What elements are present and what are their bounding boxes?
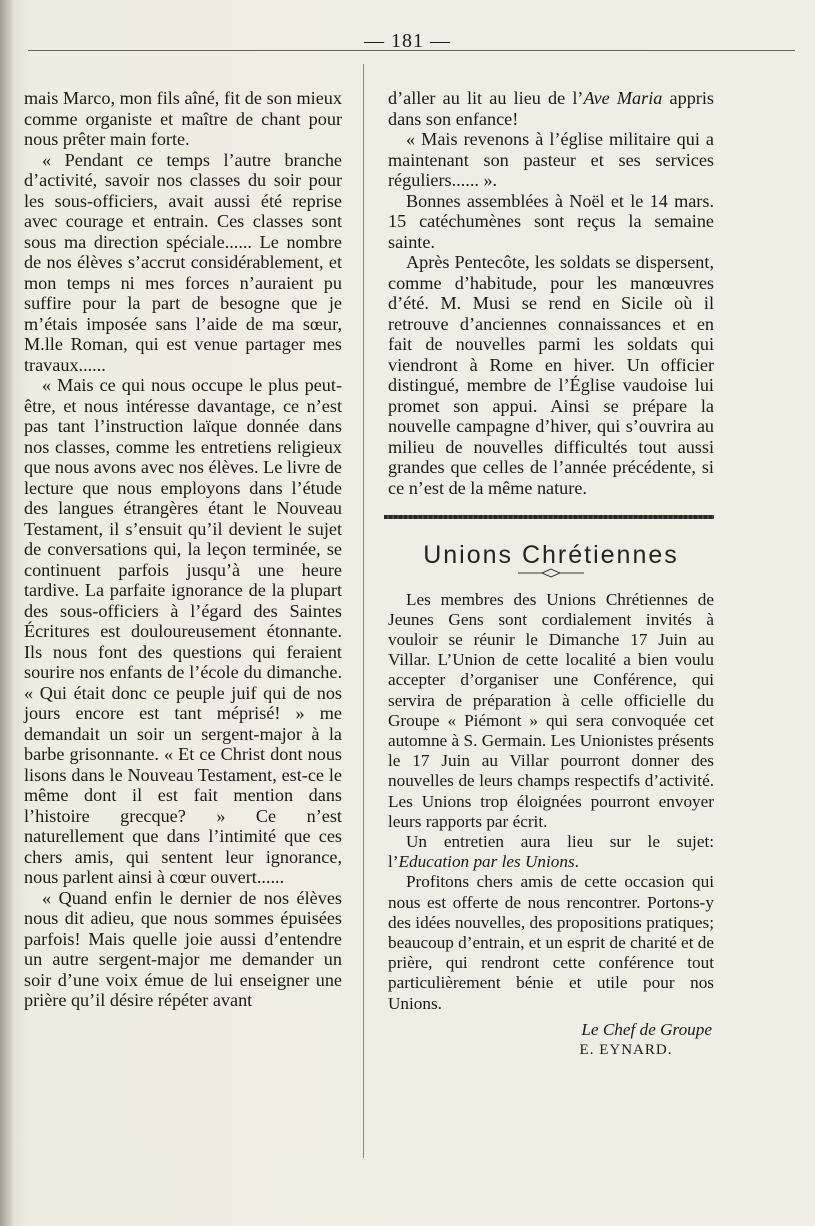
header-rule (28, 50, 795, 51)
left-paragraph: mais Marco, mon fils aîné, fit de son mieux comme organiste et maître de chant pour nous prêter main forte. (24, 88, 342, 149)
paragraph-text: d’aller au lit au lieu de l’ (388, 88, 584, 108)
union-paragraph (388, 832, 714, 872)
left-paragraph: « Pendant ce temps l’autre branche d’activité, savoir nos classes du soir pour les sous-officiers, avait aussi été reprise avec courage et entrain. Ces classes sont sous ma direction spéciale...... Le nombre de nos élèves s’accrut considérablement, et mon temps ni mes forces n’auraient pu suffire pour la part de besogne que je m’étais imposée sans l’aide de ma sœur, M.lle Roman, qui est venue partager mes travaux...... (24, 149, 342, 375)
section-title: Unions Chrétiennes (423, 541, 679, 569)
right-paragraph (388, 88, 714, 129)
title-ornament (388, 568, 714, 578)
union-paragraph: Les membres des Unions Chrétiennes de Jeunes Gens sont cordialement invités à vouloir se réunir le Dimanche 17 Juin au Villar. L’Union de cette localité a bien voulu accepter d’organiser une Conférence, qui servira de préparation à celle officielle du Groupe « Piémont » qui sera convoquée cet automne à S. Germain. Les Unionistes présents le 17 Juin au Villar pourront donner des nouvelles de leurs champs respectifs d’activité. Les Unions trop éloignées pourront envoyer leurs rapports par écrit. (388, 589, 714, 831)
signature-name: E. EYNARD. (579, 1041, 673, 1058)
section-separator-rule (384, 515, 714, 519)
paragraph-text-end: . (574, 852, 579, 872)
italic-phrase: Education par les Unions (398, 852, 575, 872)
right-paragraph: « Mais revenons à l’église militaire qui a maintenant son pasteur et ses services réguliers...... ». (388, 129, 714, 190)
column-divider (363, 64, 364, 1158)
paragraph-text: Un entretien aura lieu sur le sujet: l’ (388, 831, 714, 872)
signature-role: Le Chef de Groupe (581, 1019, 712, 1039)
paragraph-text-end: appris dans son enfance! (388, 88, 714, 129)
left-paragraph: « Mais ce qui nous occupe le plus peut-être, et nous intéresse davantage, ce n’est pas tant l’instruction laïque donnée dans nos classes, comme les entretiens religieux que nous avons avec nos élèves. Le livre de lecture que nous employons dans l’étude des langues étrangères étant le Nouveau Testament, il s’ensuit qu’il devient le sujet de conversations qui, la leçon terminée, se continuent parfois jusqu’à une heure tardive. La parfaite ignorance de la plupart des sous-officiers à l’égard des Saintes Écritures est douloureusement étonnante. Ils nous font des questions qui feraient sourire nos enfants de l’école du dimanche. « Qui était donc ce peuple juif qui de nos jours encore est tant méprisé! » me demandait un soir un sergent-major à la barbe grisonnante. « Et ce Christ dont nous lisons dans le Nouveau Testament, est-ce le même dont il est fait mention dans l’histoire grecque? » Ce n’est naturellement que dans l’intimité que ces chers amis, qui sentent leur ignorance, nous parlent ainsi à cœur ouvert...... (24, 375, 342, 887)
union-paragraph: Profitons chers amis de cette occasion qui nous est offerte de nous rencontrer. Portons-y des idées nouvelles, des propositions pratiques; beaucoup d’entrain, et un esprit de charité et de prière, qui rendront cette conférence tout particulièrement bénie et utile pour nos Unions. (388, 872, 714, 1013)
page-number: — 181 — (364, 30, 451, 52)
right-column (388, 88, 714, 1060)
left-paragraph: « Quand enfin le dernier de nos élèves nous dit adieu, que nous sommes épuisées parfois! Mais quelle joie aussi d’entendre un autre sergent-major me demander un soir d’une voix émue de lui enseigner une prière qu’il désire répéter avant (24, 887, 342, 1010)
right-paragraph: Après Pentecôte, les soldats se dispersent, comme d’habitude, pour les manœuvres d’été. M. Musi se rend en Sicile où il retrouve d’anciennes connaissances et en fait de nouvelles parmi les soldats qui viendront à Rome en hiver. Un officier distingué, membre de l’Église vaudoise lui promet son appui. Ainsi se prépare la nouvelle campagne d’hiver, qui s’ouvrira au milieu de nouvelles difficultés tout aussi grandes que celles de l’année précédente, si ce n’est de la même nature. (388, 252, 714, 498)
union-notice (388, 590, 714, 1061)
ornament-flourish-icon (516, 568, 586, 578)
right-paragraph: Bonnes assemblées à Noël et le 14 mars. 15 catéchumènes sont reçus la semaine sainte. (388, 190, 714, 252)
italic-phrase: Ave Maria (583, 88, 663, 108)
left-column (24, 88, 342, 1011)
page-binding-shadow (0, 0, 14, 1226)
